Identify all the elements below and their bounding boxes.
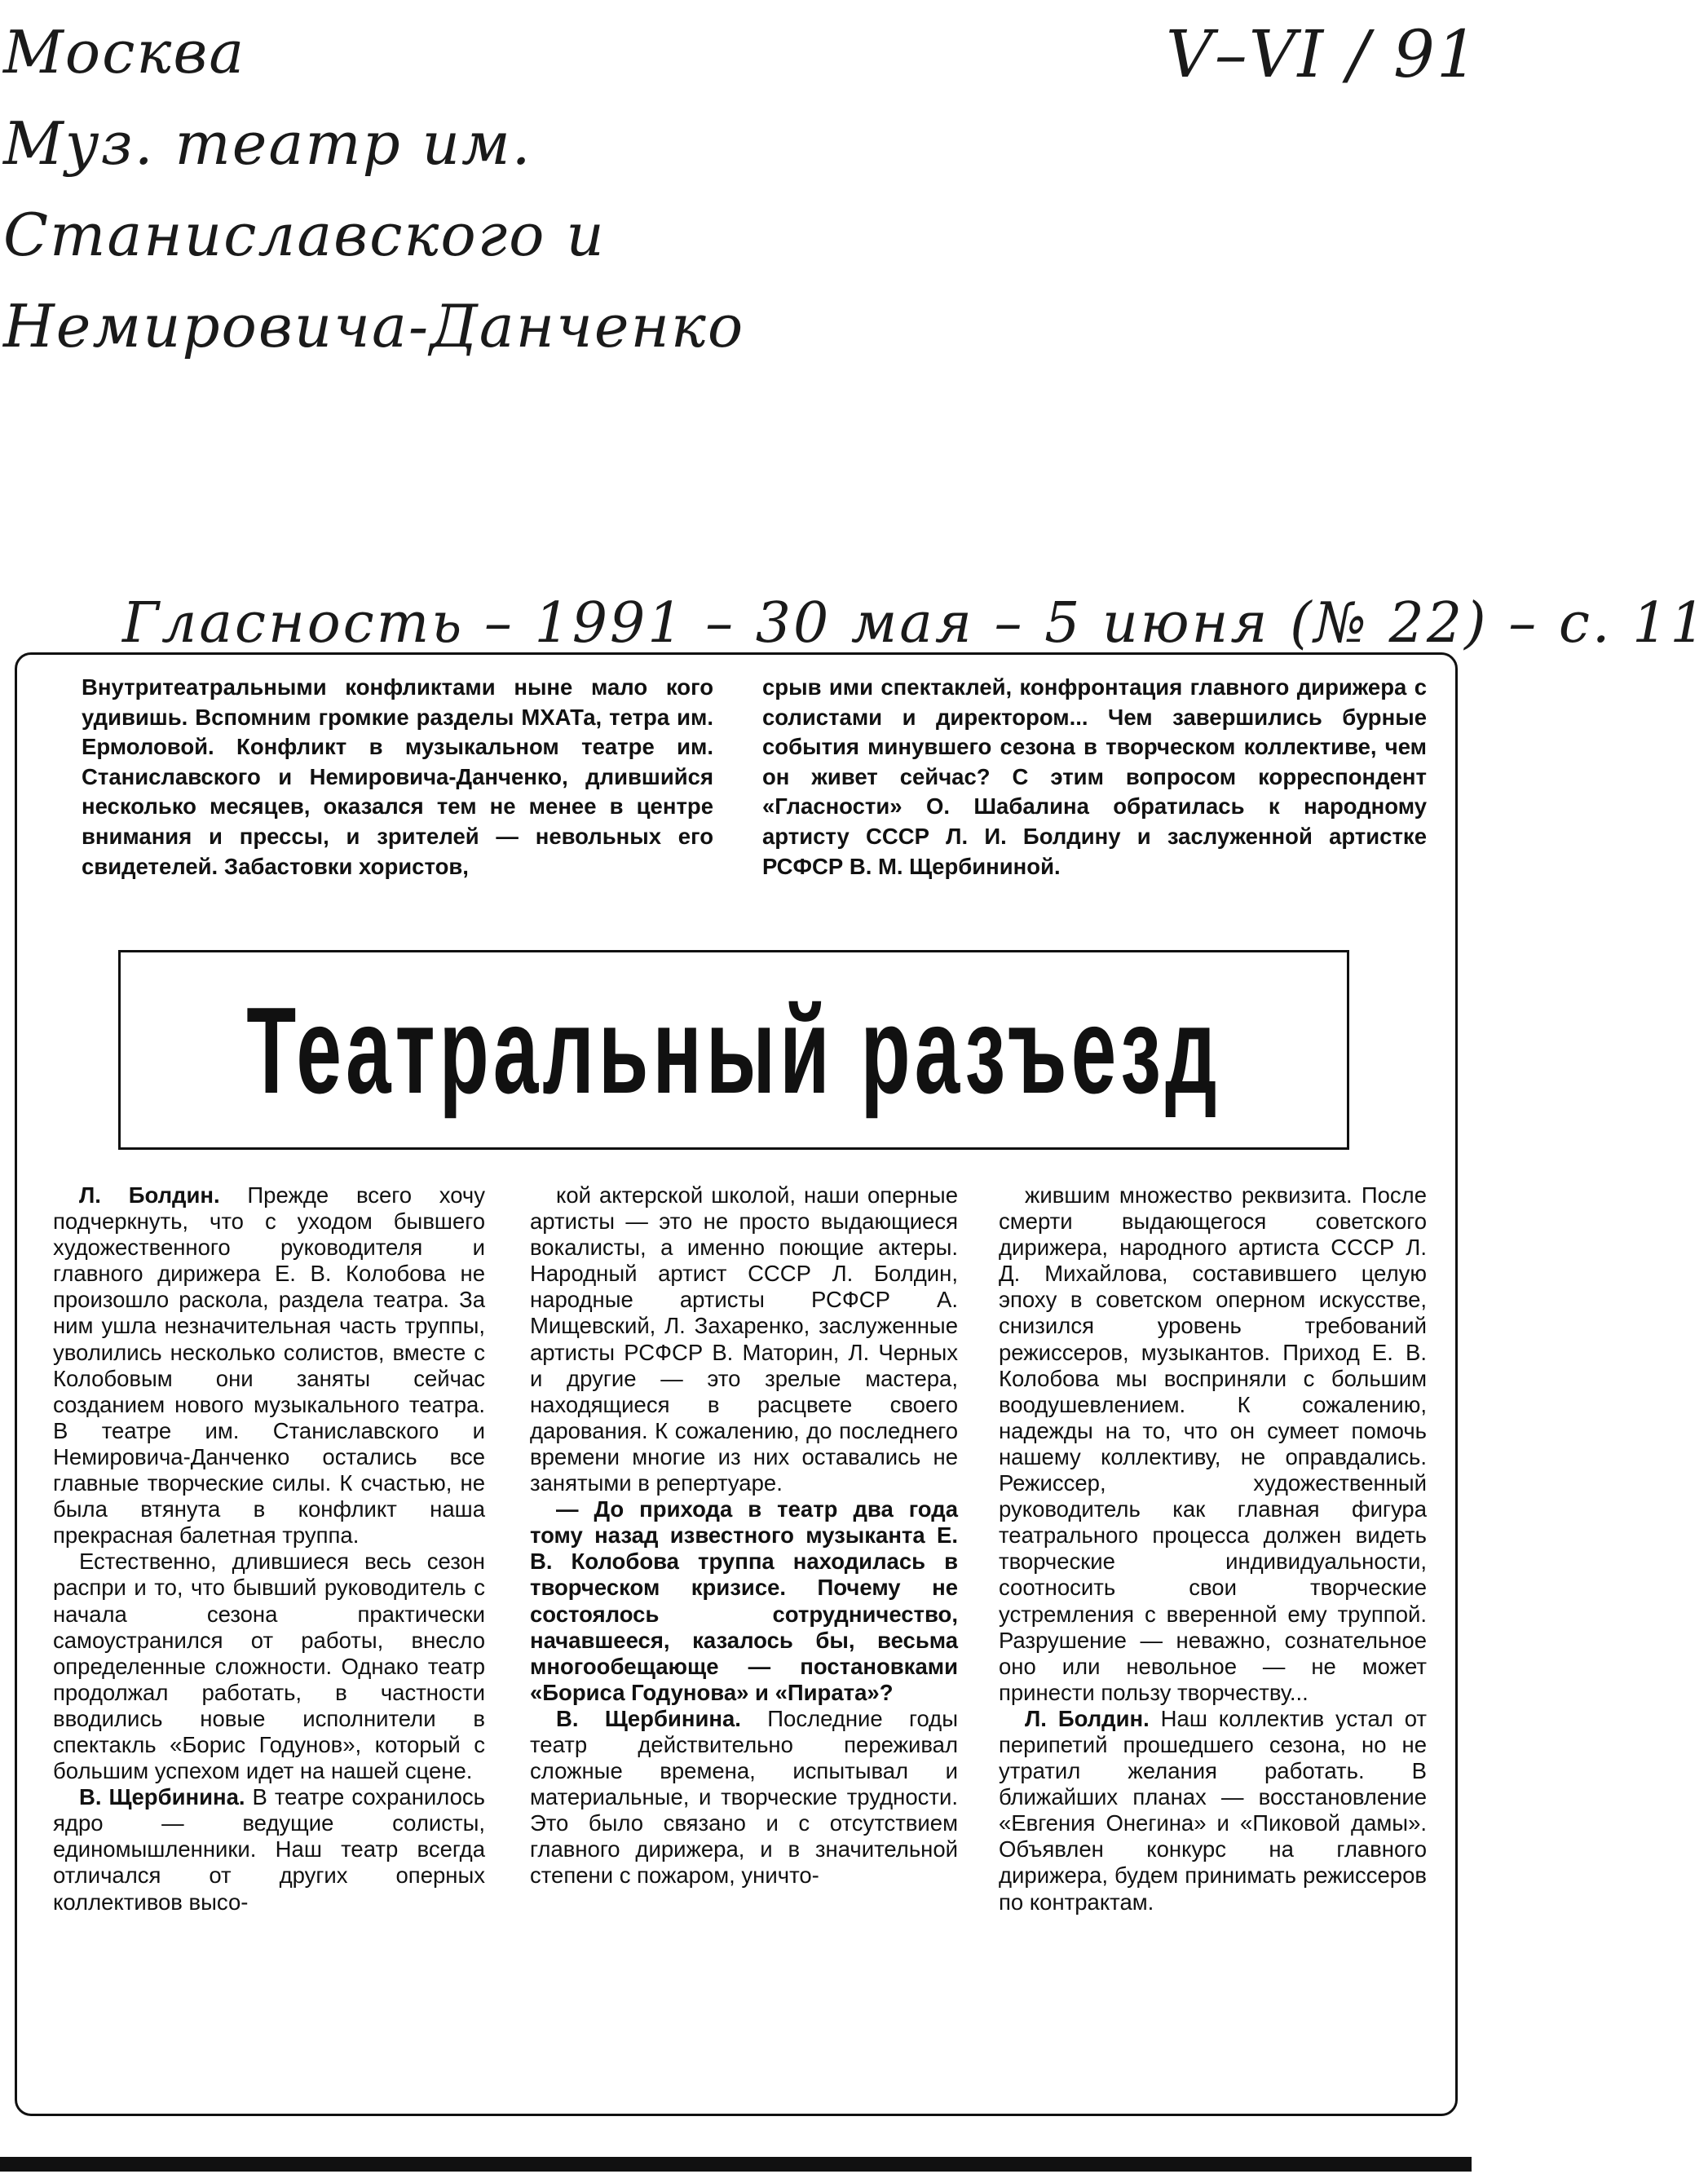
- archive-note-line: Москва: [3, 18, 246, 86]
- paragraph-text: Последние годы театр действительно переживал сложные времена, испытывал и материальные, и творческие трудности. Это было связано и с отсутствием главного дирижера, и в значительной степени с пожаром, уничто-: [530, 1705, 958, 1889]
- handwritten-date-mark: V–VI / 91: [1166, 16, 1480, 92]
- article-headline: Театральный разъезд: [246, 981, 1221, 1119]
- paragraph-text: кой актерской школой, наши оперные артисты — это не просто выдающиеся вокалисты, а именно поющие актеры. Народный артист СССР Л. Болдин, народные артисты РСФСР А. Мищевский, Л. Захаренко, заслуженные артисты РСФСР В. Маторин, Л. Черных и другие — это зрелые мастера, находящиеся в расцвете своего дарования. К сожалению, до последнего времени многие из них оставались не занятыми в репертуаре.: [530, 1182, 958, 1496]
- speaker-name: Л. Болдин.: [79, 1182, 220, 1208]
- body-column-2: [530, 1182, 958, 1889]
- article-paragraph: [53, 1182, 485, 1549]
- lead-paragraph-col-2: срыв ими спектаклей, конфронтация главного дирижера с солистами и директором... Чем завершились бурные события минувшего сезона в творческом коллективе, чем он живет сейчас? С этим вопросом корреспондент «Гласности» О. Шабалина обратилась к народному артисту СССР Л. И. Болдину и заслуженной артистке РСФСР В. М. Щербининой.: [762, 674, 1427, 879]
- handwritten-archive-note: [3, 7, 744, 372]
- lead-paragraph-col-1: Внутритеатральными конфликтами ныне мало кого удивишь. Вспомним громкие разделы МХАТа, тетра им. Ермоловой. Конфликт в музыкальном театре им. Станиславского и Немировича-Данченко, длившийся несколько месяцев, оказался тем не менее в центре внимания и прессы, и зрителей — невольных его свидетелей. Забастовки хористов,: [82, 674, 713, 879]
- archive-note-line: Немировича-Данченко: [3, 292, 745, 360]
- archive-note-line: Станиславского и: [3, 201, 606, 269]
- body-column-1: [53, 1182, 485, 1916]
- article-paragraph: [53, 1784, 485, 1915]
- speaker-name: В. Щербинина.: [79, 1784, 245, 1810]
- scan-bottom-edge: [0, 2157, 1472, 2172]
- paragraph-text: В театре сохранилось ядро — ведущие солисты, единомышленники. Наш театр всегда отличался от других оперных коллективов высо-: [53, 1784, 485, 1915]
- speaker-name: Л. Болдин.: [1025, 1705, 1150, 1731]
- body-column-3: [999, 1182, 1427, 1916]
- speaker-name: В. Щербинина.: [556, 1705, 741, 1731]
- article-paragraph: [530, 1706, 958, 1889]
- interviewer-question: — До прихода в театр два года тому назад известного музыканта Е. В. Колобова труппа находилась в творческом кризисе. Почему не состоялось сотрудничество, начавшееся, казалось бы, весьма многообещающе — постановками «Бориса Годунова» и «Пирата»?: [530, 1496, 958, 1705]
- article-paragraph: [53, 1549, 485, 1784]
- archive-note-line: Муз. театр им.: [3, 109, 532, 178]
- article-paragraph: [530, 1496, 958, 1706]
- paragraph-text: Наш коллектив устал от перипетий прошедшего сезона, но не утратил желания работать. В ближайших планах — восстановление «Евгения Онегина» и «Пиковой дамы». Объявлен конкурс на главного дирижера, будем принимать режиссеров по контрактам.: [999, 1705, 1427, 1915]
- handwritten-source-line: Гласность – 1991 – 30 мая – 5 июня (№ 22) – с. 11: [122, 591, 1708, 656]
- article-paragraph: [999, 1706, 1427, 1916]
- paragraph-text: Прежде всего хочу подчеркнуть, что с уходом бывшего художественного руководителя и главного дирижера Е. В. Колобова не произошло раскола, раздела театра. За ним ушла незначительная часть труппы, уволились несколько солистов, вместе с Колобовым они заняты сейчас созданием нового музыкального театра. В театре им. Станиславского и Немировича-Данченко остались все главные творческие силы. К счастью, не была втянута в конфликт наша прекрасная балетная труппа.: [53, 1182, 485, 1549]
- headline-box: [118, 950, 1349, 1150]
- paragraph-text: Естественно, длившиеся весь сезон распри и то, что бывший руководитель с начала сезона практически самоустранился от работы, внесло определенные сложности. Однако театр продолжал работать, в частности вводились новые исполнители в спектакль «Борис Годунов», который с большим успехом идет на нашей сцене.: [53, 1549, 485, 1784]
- article-paragraph: [999, 1182, 1427, 1706]
- article-paragraph: [530, 1182, 958, 1496]
- paragraph-text: жившим множество реквизита. После смерти выдающегося советского дирижера, народного артиста СССР Л. Д. Михайлова, составившего целую эпоху в советском оперном искусстве, снизился уровень требований режиссеров, музыкантов. Приход Е. В. Колобова мы восприняли с большим воодушевлением. К сожалению, надежды на то, что он сумеет помочь нашему коллективу, не оправдались. Режиссер, художественный руководитель как главная фигура театрального процесса должен видеть творческие индивидуальности, соотносить свои творческие устремления с вверенной ему труппой. Разрушение — неважно, сознательное оно или невольное — не может принести пользу творчеству...: [999, 1182, 1427, 1705]
